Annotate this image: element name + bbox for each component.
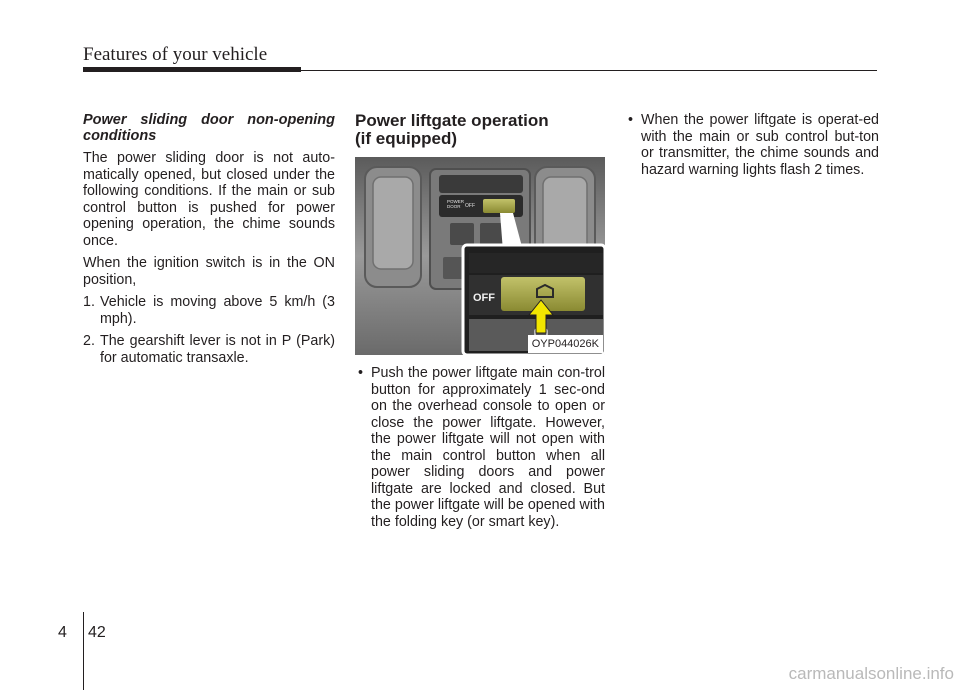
column-right	[625, 112, 879, 184]
list-item	[625, 112, 879, 178]
list-item-text: Vehicle is moving above 5 km/h (3 mph).	[100, 294, 335, 327]
section-title	[355, 112, 605, 148]
liftgate-bullets	[355, 365, 605, 530]
bullet-icon: •	[628, 112, 634, 128]
paragraph: The power sliding door is not auto-matically opened, but closed under the following conditions. If the main or sub control button is pushed for power opening operation, the chime sounds once.	[83, 150, 335, 249]
off-label-small: OFF	[465, 203, 475, 209]
bullet-text: Push the power liftgate main con-trol button for approximately 1 sec-ond on the overhead console to open or close the power liftgate. However, the power liftgate will not open with the main control button when all power sliding doors and power liftgate are locked and closed. But the power liftgate will be opened with the folding key (or smart key).	[371, 365, 605, 530]
subsection-heading: Power sliding door non-opening conditions	[83, 112, 335, 144]
figure-code: OYP044026K	[528, 335, 603, 354]
bullet-icon: •	[358, 365, 364, 381]
power-label: POWER	[447, 199, 465, 204]
list-item	[83, 333, 335, 366]
off-label-large: OFF	[473, 292, 495, 304]
list-item	[83, 294, 335, 327]
overhead-console-figure	[355, 157, 605, 355]
header-rule-thin	[301, 70, 877, 71]
footer-divider	[83, 612, 84, 690]
liftgate-bullets	[625, 112, 879, 178]
condition-list	[83, 294, 335, 366]
list-item	[355, 365, 605, 530]
paragraph: When the ignition switch is in the ON position,	[83, 255, 335, 288]
column-middle	[355, 112, 605, 536]
section-title-line: Power liftgate operation	[355, 111, 549, 130]
page-number: 42	[88, 624, 106, 641]
page-header-title: Features of your vehicle	[83, 44, 268, 65]
list-item-text: The gearshift lever is not in P (Park) for automatic transaxle.	[100, 333, 335, 366]
overhead-console-illustration	[355, 157, 605, 355]
list-number: 1.	[83, 294, 95, 310]
door-label: DOOR	[447, 204, 461, 209]
list-number: 2.	[83, 333, 95, 349]
bullet-text: When the power liftgate is operat-ed with the main or sub control but-ton or transmitter, the chime sounds and hazard warning lights flash 2 times.	[641, 112, 879, 178]
watermark: carmanualsonline.info	[788, 664, 954, 683]
header-rule-thick	[83, 67, 301, 72]
section-title-line: (if equipped)	[355, 129, 457, 148]
chapter-number: 4	[58, 624, 67, 641]
column-left	[83, 112, 335, 372]
